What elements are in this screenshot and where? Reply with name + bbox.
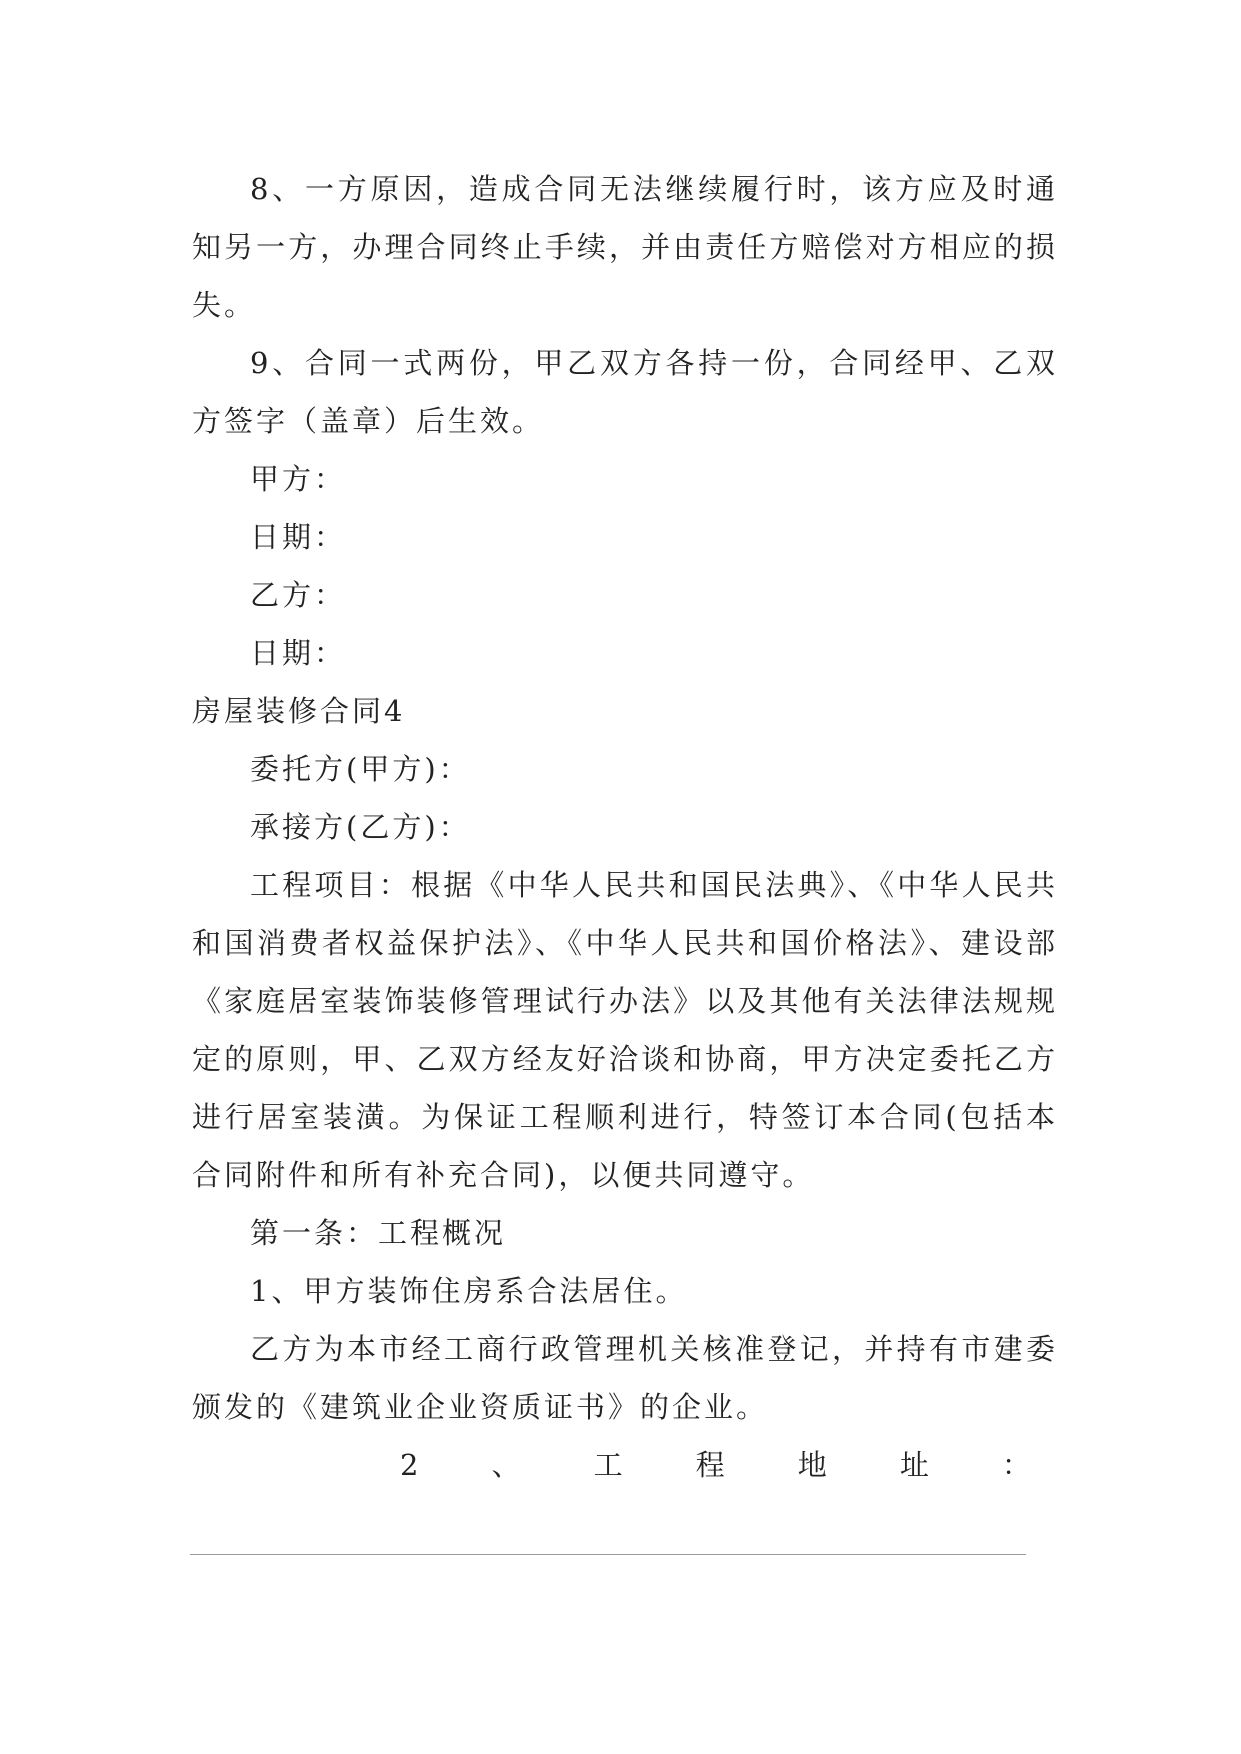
item-1: 1、甲方装饰住房系合法居住。: [250, 1274, 688, 1308]
document-body: [192, 160, 1058, 1494]
party-b-signature-label: 乙方：: [250, 578, 347, 612]
address-char: 址: [899, 1448, 932, 1482]
address-fill-in-line: [190, 1554, 1026, 1555]
clause-8: 8、一方原因，造成合同无法继续履行时，该方应及时通知另一方，办理合同终止手续，并由责任方赔偿对方相应的损失。: [192, 172, 1058, 322]
address-char: 工: [593, 1448, 626, 1482]
address-char: 、: [491, 1448, 524, 1482]
clause-9: 9、合同一式两份，甲乙双方各持一份，合同经甲、乙双方签字（盖章）后生效。: [192, 346, 1058, 438]
address-char: 程: [695, 1448, 728, 1482]
article-1-heading: 第一条：工程概况: [250, 1216, 507, 1250]
contract-title: 房屋装修合同4: [192, 694, 406, 728]
project-address-line: [192, 1436, 1058, 1494]
address-char: 2: [400, 1448, 422, 1482]
address-char: ：: [1001, 1448, 1034, 1482]
party-a-signature-label: 甲方：: [250, 462, 347, 496]
client-label: 委托方(甲方)：: [250, 752, 471, 786]
party-a-date-label: 日期：: [250, 520, 347, 554]
project-paragraph: 工程项目：根据《中华人民共和国民法典》、《中华人民共和国消费者权益保护法》、《中华人民共和国价格法》、建设部《家庭居室装饰装修管理试行办法》以及其他有关法律法规规定的原则，甲、乙双方经友好洽谈和协商，甲方决定委托乙方进行居室装潢。为保证工程顺利进行，特签订本合同(包括本合同附件和所有补充合同)，以便共同遵守。: [192, 868, 1058, 1192]
address-char: 地: [797, 1448, 830, 1482]
contractor-label: 承接方(乙方)：: [250, 810, 471, 844]
contractor-description: 乙方为本市经工商行政管理机关核准登记，并持有市建委颁发的《建筑业企业资质证书》的企业。: [192, 1332, 1058, 1424]
party-b-date-label: 日期：: [250, 636, 347, 670]
